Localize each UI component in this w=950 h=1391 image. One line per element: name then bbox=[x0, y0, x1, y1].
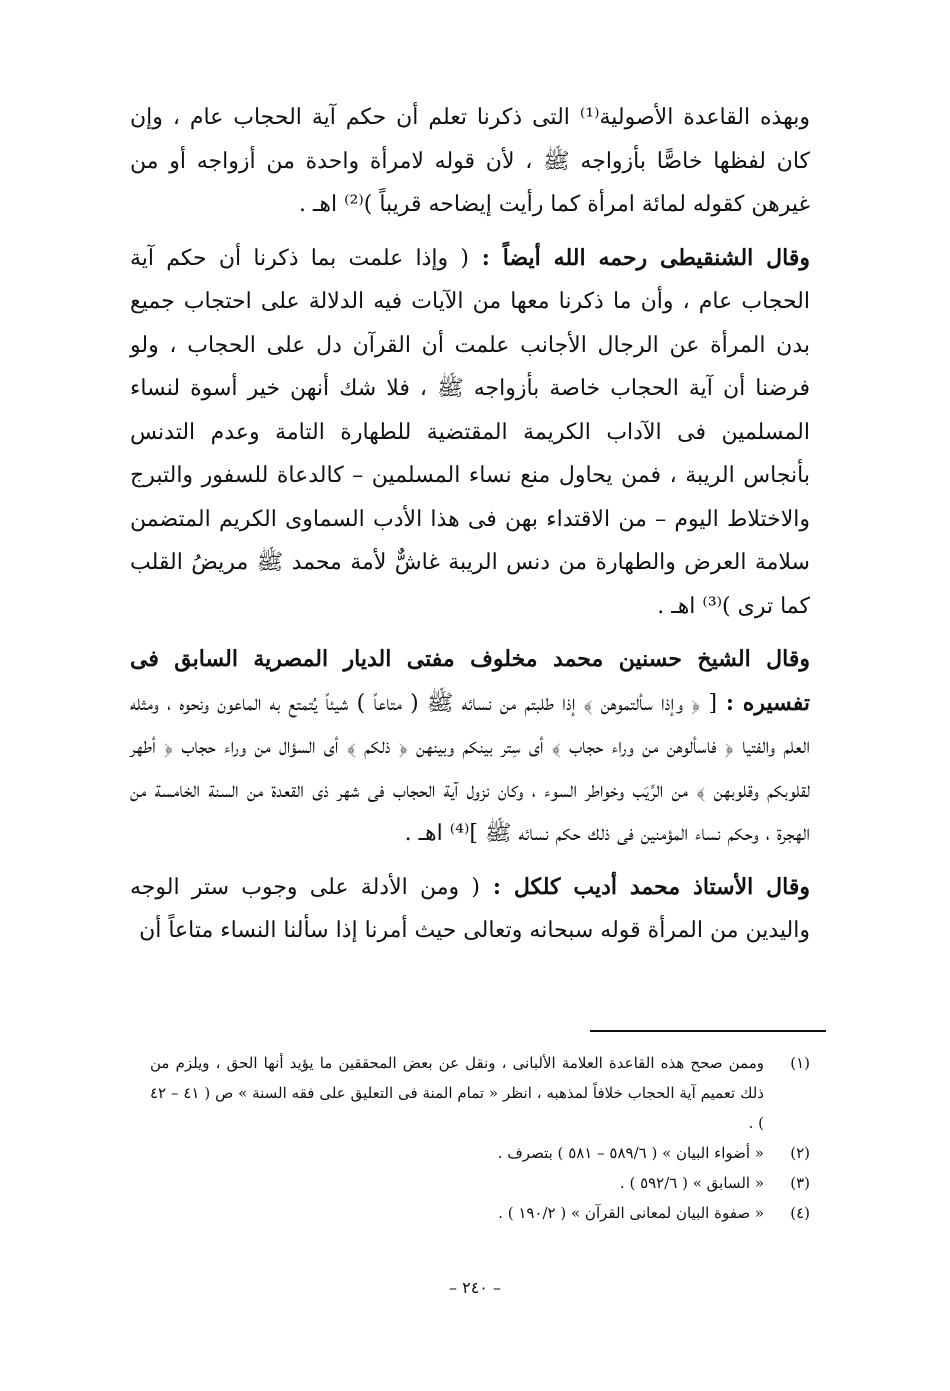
footnote-separator bbox=[590, 1030, 826, 1032]
main-text bbox=[130, 96, 810, 953]
paragraph-text: وبهذه القاعدة الأصولية⁽¹⁾ التى ذكرنا تعلم أن حكم آية الحجاب عام ، وإن كان لفظها خاصًّا بأزواجه ﷺ ، لأن قوله لامرأة واحدة من أزواجه أو من غيرهن كقوله لمائة امرأة كما رأيت إيضاحه قريباً )⁽²⁾ اهـ . bbox=[130, 105, 810, 217]
footnote-4 bbox=[150, 1198, 810, 1228]
page-number: – ٢٤٠ – bbox=[449, 1278, 501, 1297]
paragraph-4 bbox=[130, 866, 810, 953]
footnote-text: « أضواء البيان » ( ٥٨٩/٦ – ٥٨١ ) بتصرف . bbox=[497, 1144, 764, 1162]
footnote-2 bbox=[150, 1138, 810, 1168]
footnotes bbox=[150, 1048, 810, 1228]
footnote-3 bbox=[150, 1168, 810, 1198]
footnote-text: وممن صحح هذه القاعدة العلامة الألبانى ، ونقل عن بعض المحققين ما يؤيد أنها الحق ، ويلزم من ذلك تعميم آية الحجاب خلافاً لمذهبه ، انظر « تمام المنة فى التعليق على فقه السنة » ص ( ٤١ – ٤٢ ) . bbox=[150, 1054, 764, 1132]
footnote-number: (٣) bbox=[790, 1174, 810, 1192]
footnote-text: « السابق » ( ٥٩٢/٦ ) . bbox=[619, 1174, 764, 1192]
footnote-number: (٢) bbox=[790, 1144, 810, 1162]
footnote-number: (٤) bbox=[790, 1204, 810, 1222]
footnote-number: (١) bbox=[790, 1054, 810, 1072]
paragraph-2 bbox=[130, 237, 810, 629]
footnote-text: « صفوة البيان لمعانى القرآن » ( ١٩٠/٢ ) . bbox=[498, 1204, 764, 1222]
paragraph-lead: وقال الشيخ حسنين محمد مخلوف مفتى الديار المصرية السابق فى تفسيره : bbox=[130, 646, 810, 716]
paragraph-text: ( وإذا علمت بما ذكرنا أن حكم آية الحجاب عام ، وأن ما ذكرنا معها من الآيات فيه الدلالة على احتجاب جميع بدن المرأة عن الرجال الأجانب علمت أن القرآن دل على الحجاب ، ولو فرضنا أن آية الحجاب خاصة بأزواجه ﷺ ، فلا شك أنهن خير أسوة لنساء المسلمين فى الآداب الكريمة المقتضية للطهارة التامة وعدم التدنس بأنجاس الريبة ، فمن يحاول منع نساء المسلمين – كالدعاة للسفور والتبرج والاختلاط اليوم – من الاقتداء بهن فى هذا الأدب السماوى الكريم المتضمن سلامة العرض والطهارة من دنس الريبة غاشٌّ لأمة محمد ﷺ مريضُ القلب كما ترى )⁽³⁾ اهـ . bbox=[130, 245, 810, 619]
footnote-1 bbox=[150, 1048, 810, 1138]
paragraph-text: ( ومن الأدلة على وجوب ستر الوجه واليدين من المرأة قوله سبحانه وتعالى حيث أمرنا إذا سألنا النساء متاعاً أن bbox=[130, 874, 810, 943]
paragraph-lead: وقال الشنقيطى رحمه الله أيضاً : bbox=[468, 244, 810, 271]
paragraph-3 bbox=[130, 638, 810, 856]
paragraph-1 bbox=[130, 96, 810, 227]
paragraph-text: [ ﴿ وإذا سألتموهن ﴾ إذا طلبتم من نسائه ﷺ ( متاعاً ) شيئاً يُتمتع به الماعون ونحوه ، ومثله العلم والفتيا ﴿ فاسألوهن من وراء حجاب ﴾ أى سِتر بينكم وبينهن ﴿ ذلكم ﴾ أى السؤال من وراء حجاب ﴿ أطهر لقلوبكم وقلوبهن ﴾ من الرِّيَب وخواطر السوء ، وكان نزول آية الحجاب فى شهر ذى القعدة من السنة الخامسة من الهجرة ، وحكم نساء المؤمنين فى ذلك حكم نسائه ﷺ ]⁽⁴⁾ اهـ . bbox=[130, 690, 810, 846]
paragraph-lead: وقال الأستاذ محمد أديب كلكل : bbox=[479, 873, 811, 900]
